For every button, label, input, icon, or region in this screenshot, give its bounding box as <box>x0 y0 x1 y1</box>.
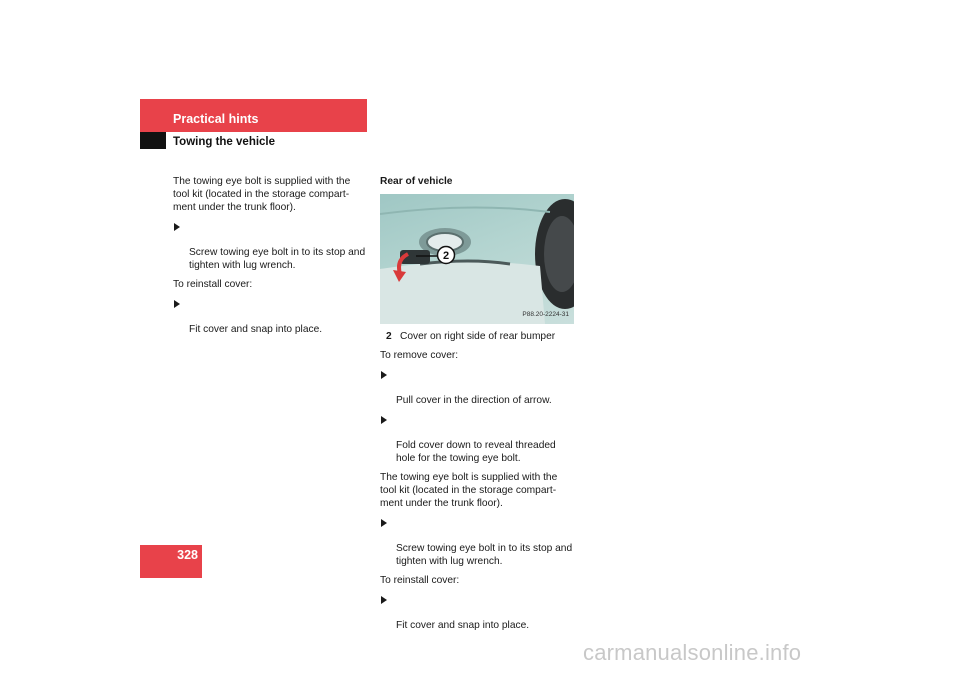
step-fit-cover <box>173 297 368 336</box>
step-fold-cover <box>380 413 580 465</box>
left-column <box>173 175 368 342</box>
bullet-arrow-icon <box>381 416 387 424</box>
figure-code: P88.20-2224-31 <box>522 311 569 318</box>
step-screw-bolt <box>173 220 368 272</box>
bullet-arrow-icon <box>381 596 387 604</box>
rear-bumper-figure <box>380 194 574 324</box>
header-tab-marker <box>140 132 166 149</box>
step-screw-bolt <box>380 516 580 568</box>
bullet-arrow-icon <box>174 223 180 231</box>
step-text: Screw towing eye bolt in to its stop and tighten with lug wrench. <box>189 247 366 271</box>
step-text: Fit cover and snap into place. <box>189 324 323 335</box>
caption-number: 2 <box>386 331 392 342</box>
step-text: Fit cover and snap into place. <box>396 620 530 631</box>
figure-caption <box>386 330 580 343</box>
page-title: Towing the vehicle <box>173 136 276 148</box>
step-text: Fold cover down to reveal threaded hole for the towing eye bolt. <box>396 440 556 464</box>
reinstall-label: To reinstall cover: <box>173 279 253 290</box>
step-text: Screw towing eye bolt in to its stop and tighten with lug wrench. <box>396 543 573 567</box>
bullet-arrow-icon <box>381 371 387 379</box>
callout-number: 2 <box>442 250 450 262</box>
intro-text: The towing eye bolt is supplied with the tool kit (located in the storage compart- ment under the trunk floor). <box>380 472 558 509</box>
remove-label: To remove cover: <box>380 350 459 361</box>
step-text: Pull cover in the direction of arrow. <box>396 395 552 406</box>
bullet-arrow-icon <box>174 300 180 308</box>
section-title: Practical hints <box>173 112 259 126</box>
reinstall-label: To reinstall cover: <box>380 575 460 586</box>
page-number: 328 <box>177 548 198 562</box>
rear-bumper-illustration <box>380 194 574 324</box>
watermark: carmanualsonline.info <box>583 640 802 665</box>
bumper-lower <box>380 262 545 324</box>
step-fit-cover <box>380 593 580 632</box>
step-pull-cover <box>380 368 580 407</box>
right-column <box>380 175 580 638</box>
bullet-arrow-icon <box>381 519 387 527</box>
figure-heading: Rear of vehicle <box>380 176 453 187</box>
caption-text: Cover on right side of rear bumper <box>400 331 556 342</box>
intro-text: The towing eye bolt is supplied with the tool kit (located in the storage compart- ment under the trunk floor). <box>173 176 351 213</box>
bumper-contour <box>380 207 550 214</box>
